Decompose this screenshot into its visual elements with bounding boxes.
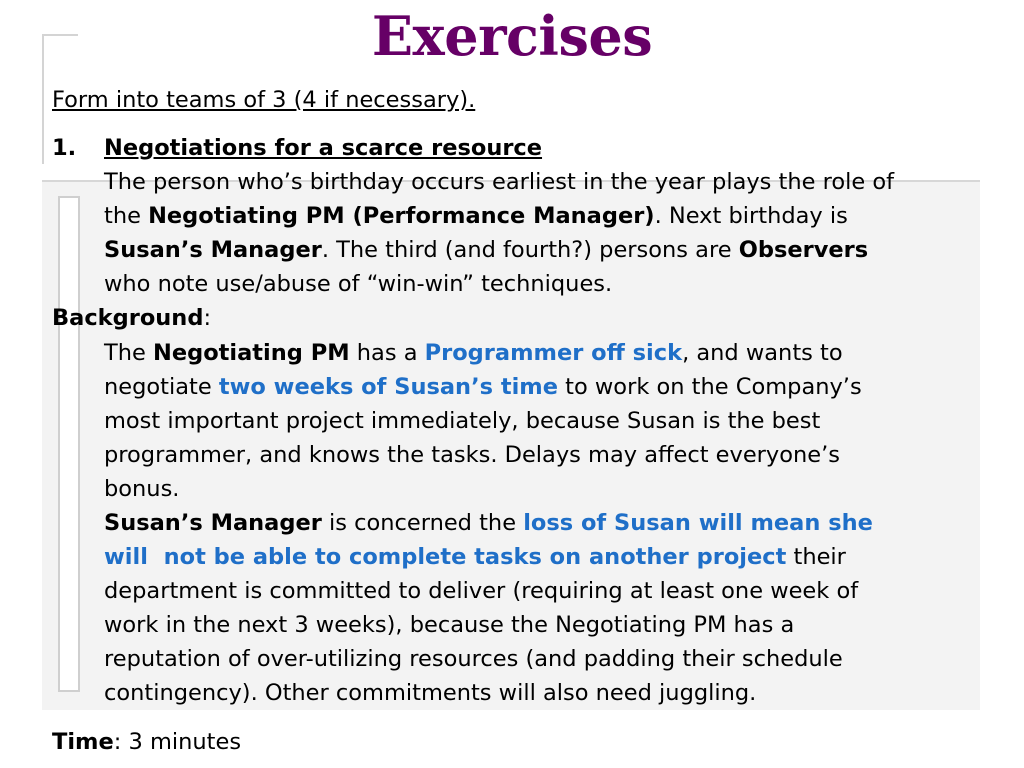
role-observers: Observers (738, 237, 869, 263)
item-heading: Negotiations for a scarce resource (104, 135, 543, 161)
background-line-2 (104, 370, 862, 404)
mgr-highlight-loss: loss of Susan will mean she (523, 510, 873, 536)
background-heading (52, 301, 211, 335)
manager-line-3: department is committed to deliver (requiring at least one week of (104, 578, 859, 604)
manager-line-5: reputation of over-utilizing resources (and padding their schedule (104, 646, 843, 672)
manager-line-2 (104, 540, 846, 574)
bg-text: to work on the Company’s (558, 374, 862, 400)
time-label: Time (52, 729, 114, 755)
background-line-4: programmer, and knows the tasks. Delays may affect everyone’s (104, 442, 840, 468)
mgr-text: their (786, 544, 846, 570)
mgr-susans-manager: Susan’s Manager (104, 510, 322, 536)
roles-line-1 (104, 165, 894, 199)
time-value: : 3 minutes (113, 729, 242, 755)
background-line-3: most important project immediately, because Susan is the best (104, 408, 821, 434)
manager-line-1 (104, 506, 873, 540)
role-susans-manager: Susan’s Manager (104, 237, 322, 263)
bg-text: The (104, 340, 153, 366)
mgr-highlight-tasks: will not be able to complete tasks on another project (104, 544, 787, 570)
roles-text: who note use/abuse of “win-win” techniques. (104, 271, 613, 297)
manager-line-6: contingency). Other commitments will also need juggling. (104, 680, 757, 706)
background-line-5: bonus. (104, 476, 180, 502)
background-line-1 (104, 336, 843, 370)
intro-text: Form into teams of 3 (4 if necessary). (52, 87, 476, 113)
roles-line-2 (104, 199, 848, 233)
slide-title: Exercises (371, 4, 653, 68)
mgr-text: is concerned the (321, 510, 524, 536)
bg-text: negotiate (104, 374, 219, 400)
item-number: 1. (52, 135, 77, 161)
roles-text: the (104, 203, 149, 229)
role-negotiating-pm: Negotiating PM (Performance Manager) (148, 203, 655, 229)
bg-text: has a (349, 340, 425, 366)
decorative-side-bar (58, 196, 80, 692)
roles-text: . The third (and fourth?) persons are (321, 237, 739, 263)
roles-line-4 (104, 267, 612, 301)
roles-text: . Next birthday is (654, 203, 848, 229)
manager-line-4: work in the next 3 weeks), because the Negotiating PM has a (104, 612, 795, 638)
bg-negotiating-pm: Negotiating PM (153, 340, 350, 366)
background-colon: : (203, 305, 212, 331)
roles-text: The person who’s birthday occurs earliest in the year plays the role of (104, 169, 895, 195)
bg-highlight-programmer: Programmer off sick (424, 340, 683, 366)
time-line (52, 725, 241, 759)
roles-line-3 (104, 233, 868, 267)
bg-highlight-two-weeks: two weeks of Susan’s time (218, 374, 559, 400)
background-label: Background (52, 305, 204, 331)
bg-text: , and wants to (682, 340, 843, 366)
